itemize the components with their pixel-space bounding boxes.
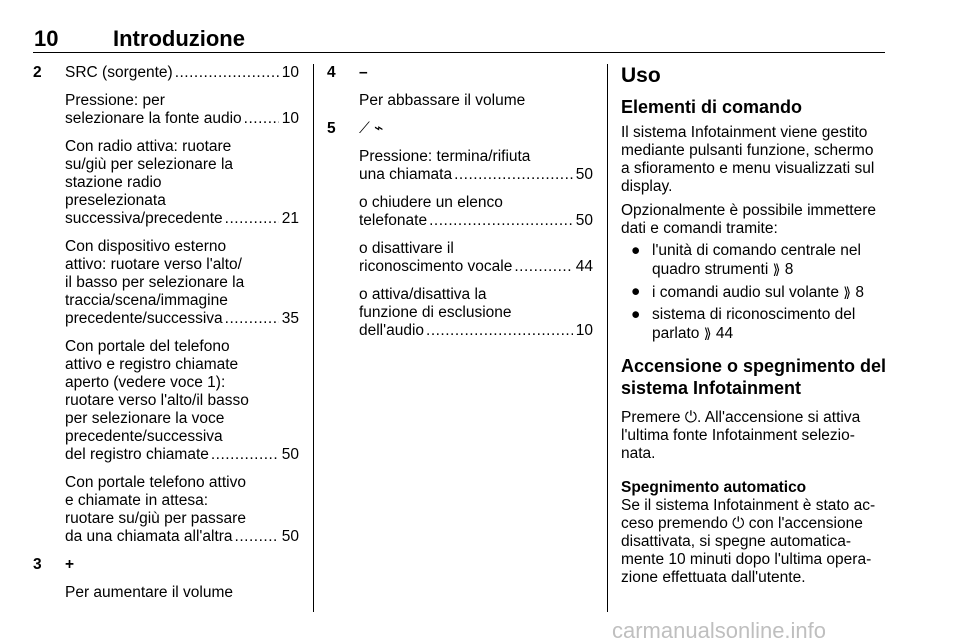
page-ref[interactable]: 50 [575, 212, 593, 229]
power-icon: ⏻ [684, 409, 698, 426]
item-number: 2 [33, 64, 42, 81]
page-ref[interactable]: 44 [715, 325, 734, 342]
hang-up-mute-icon: ⟋ ⌁ [359, 120, 384, 137]
bullet-list [621, 242, 887, 343]
item-number: 5 [327, 120, 336, 137]
leader-dots [235, 528, 279, 546]
list-item: ● l'unità di comando centrale nel quadro strumenti ⟫ 8 [631, 242, 861, 278]
leader-dots [211, 446, 279, 464]
subsection-heading: Accensione o spegnimento del sistema Infotainment [621, 356, 887, 398]
column-1 [33, 64, 299, 602]
page-header [33, 26, 885, 53]
leader-dots [225, 210, 279, 228]
section-heading: Uso [621, 64, 661, 87]
item-title: + [65, 556, 75, 573]
index-entry: o disattivare il riconoscimento vocale ..... 44 [327, 240, 593, 276]
page-ref[interactable]: 50 [281, 446, 299, 463]
paragraph: Premere ⏻. All'accensione si attiva l'ultima fonte Infotainment selezio- nata. [621, 409, 861, 462]
item-3 [33, 556, 299, 602]
index-entry: Con portale del telefono attivo e registro chiamate aperto (vedere voce 1): ruotare verso l'alto/il basso per selezionare la voce precedente/successiva del registro chiamate ..... 50 [33, 338, 299, 464]
leader-dots [514, 258, 572, 276]
page-ref[interactable]: 10 [575, 322, 593, 339]
bullet-icon: ● [631, 242, 641, 259]
leader-dots [225, 310, 279, 328]
index-entry: Con dispositivo esterno attivo: ruotare verso l'alto/ il basso per selezionare la traccia/scena/immagine precedente/successiva ..... 35 [33, 238, 299, 328]
page-ref[interactable]: 21 [281, 210, 299, 227]
index-entry: o chiudere un elenco telefonate ..... 50 [327, 194, 593, 230]
item-2-entries [33, 92, 299, 546]
page-ref[interactable]: 50 [575, 166, 593, 183]
leader-dots [454, 166, 573, 184]
page-ref[interactable]: 8 [784, 261, 794, 278]
item-5 [327, 120, 593, 340]
list-item: ● i comandi audio sul volante ⟫ 8 [631, 283, 865, 301]
item-title: – [359, 64, 368, 81]
leader-dots [429, 212, 573, 230]
index-entry: Pressione: termina/rifiuta una chiamata ..... 50 [327, 148, 593, 184]
item-number: 3 [33, 556, 42, 573]
page-number: 10 [34, 26, 59, 51]
column-divider [313, 64, 314, 612]
index-entry: Con portale telefono attivo e chiamate in attesa: ruotare su/giù per passare da una chiamata all'altra ..... 50 [33, 474, 299, 546]
watermark: carmanualsonline.info [612, 618, 827, 643]
power-icon: ⏻ [732, 515, 745, 532]
leader-dots [175, 64, 279, 82]
paragraph: Opzionalmente è possibile immettere dati e comandi tramite: [621, 202, 877, 237]
page-ref[interactable]: 44 [575, 258, 593, 275]
item-number: 4 [327, 64, 336, 81]
page-ref[interactable]: 10 [281, 110, 299, 127]
paragraph: Se il sistema Infotainment è stato ac- ceso premendo ⏻ con l'accensione disattivata, si spegne automatica- mente 10 minuti dopo l'ultima opera- zione effettuata dall'utente. [621, 497, 876, 586]
list-item: ● sistema di riconoscimento del parlato ⟫ 44 [631, 306, 856, 342]
item-4 [327, 64, 593, 110]
column-3 [621, 64, 887, 587]
bullet-icon: ● [631, 306, 641, 323]
index-entry: o attiva/disattiva la funzione di esclusione dell'audio ..... 10 [327, 286, 593, 340]
page-ref-icon: ⟫ [843, 284, 852, 300]
page-ref-icon: ⟫ [703, 325, 712, 341]
item-text: Per abbassare il volume [359, 92, 526, 109]
bullet-icon: ● [631, 283, 641, 300]
subsection-heading: Spegnimento automatico [621, 479, 807, 496]
page-ref[interactable]: 8 [855, 284, 865, 301]
item-title: SRC (sorgente) [65, 64, 173, 81]
subsection-heading: Elementi di comando [621, 97, 803, 117]
paragraph: Il sistema Infotainment viene gestito mediante pulsanti funzione, schermo a sfioramento e menu visualizzati sul display. [621, 124, 875, 195]
page-ref-icon: ⟫ [772, 261, 781, 277]
index-entry: Con radio attiva: ruotare su/giù per selezionare la stazione radio preselezionata successiva/precedente ..... 21 [33, 138, 299, 228]
item-text: Per aumentare il volume [65, 584, 233, 601]
page-ref[interactable]: 50 [281, 528, 299, 545]
item-title-line [33, 64, 299, 82]
index-entry: Pressione: per selezionare la fonte audio ..... 10 [33, 92, 299, 128]
item-2 [33, 64, 299, 546]
page-ref[interactable]: 10 [281, 64, 299, 81]
leader-dots [244, 110, 279, 128]
chapter-title: Introduzione [113, 26, 245, 51]
column-2 [327, 64, 593, 340]
column-divider [607, 64, 608, 612]
page-ref[interactable]: 35 [281, 310, 299, 327]
leader-dots [426, 322, 573, 340]
item-5-entries [327, 148, 593, 340]
